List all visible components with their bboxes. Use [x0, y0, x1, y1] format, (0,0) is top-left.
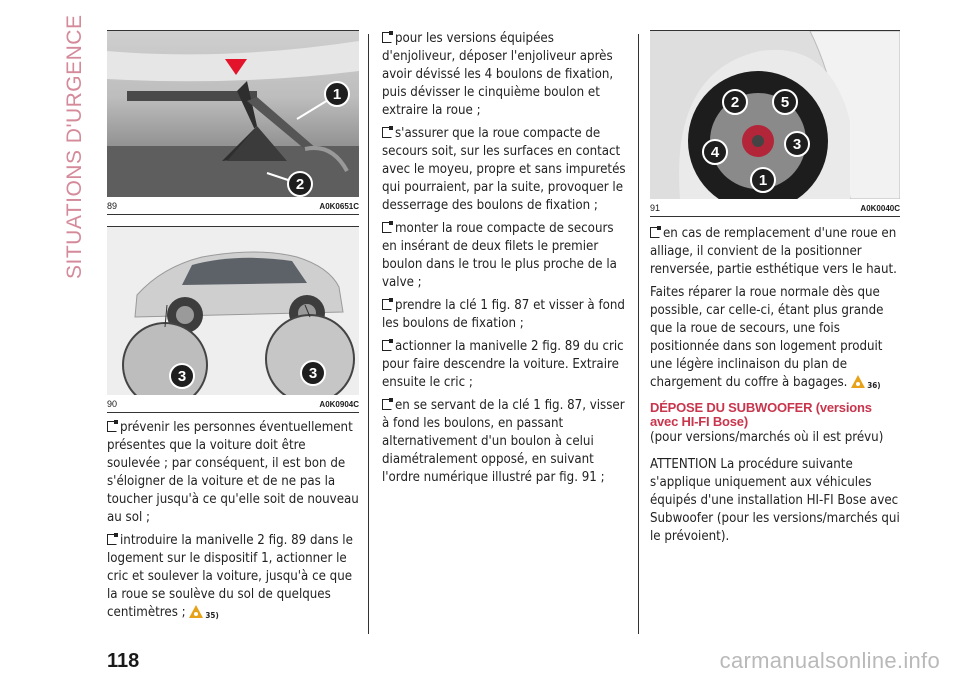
list-item: en se servant de la clé 1 fig. 87, visser à fond les boulons, en passant alternativement d'un boulon à celui diamétralement opposé, en suivant l'ordre numérique illustré par fig. 91 ;: [382, 398, 625, 485]
note-reference: 36): [867, 381, 881, 390]
figure-89: [107, 30, 359, 215]
figure-90: [107, 226, 359, 413]
paragraph: ATTENTION La procédure suivante s'applique uniquement aux véhicules équipés d'une installation HI-FI Bose avec Subwoofer (pour les versions/marchés qui le prévoient).: [650, 457, 900, 544]
watermark: carmanualsonline.info: [719, 648, 940, 673]
bullet-icon: [382, 222, 392, 233]
subheading: (pour versions/marchés où il est prévu): [650, 430, 884, 445]
wheel-illustration: [650, 31, 900, 199]
figure-number: 89: [107, 201, 118, 211]
section-side-title: [54, 14, 88, 280]
callout-3-right: 3: [300, 360, 326, 386]
callout-2: 2: [722, 89, 748, 115]
bullet-icon: [382, 299, 392, 310]
bullet-icon: [382, 127, 392, 138]
column-1: [107, 30, 359, 630]
callout-3: 3: [784, 131, 810, 157]
callout-4: 4: [702, 139, 728, 165]
figure-number: 91: [650, 203, 661, 213]
section-heading: DÉPOSE DU SUBWOOFER (versions avec HI-FI Bose): [650, 400, 872, 429]
section-title-text: SITUATIONS D'URGENCE: [63, 14, 86, 279]
callout-3-left: 3: [169, 363, 195, 389]
note-reference: 35): [205, 611, 219, 620]
column-1-text: [107, 419, 359, 625]
figure-code: A0K0040C: [860, 204, 900, 213]
figure-90-image: [107, 227, 359, 395]
warning-icon: [851, 375, 865, 388]
figure-89-caption: [107, 197, 359, 215]
column-2: [382, 30, 630, 492]
figure-code: A0K0651C: [319, 202, 359, 211]
list-item: introduire la manivelle 2 fig. 89 dans le logement sur le dispositif 1, actionner le cric et soulever la voiture, jusqu'à ce que la roue se soulève du sol de quelques centimètres ; 35): [107, 533, 353, 620]
list-item: pour les versions équipées d'enjoliveur, déposer l'enjoliveur après avoir dévissé les 4 boulons de fixation, puis dévisser le cinquième boulon et extraire la roue ;: [382, 31, 614, 118]
column-3: [650, 30, 900, 551]
column-divider: [638, 34, 639, 634]
list-item: s'assurer que la roue compacte de secours soit, sur les surfaces en contact avec le moyeu, propre et sans impuretés qui pourraient, par la suite, provoquer le desserrage des boulons de fixation ;: [382, 126, 626, 213]
column-3-text: [650, 225, 900, 546]
callout-2: 2: [287, 171, 313, 197]
figure-code: A0K0904C: [319, 400, 359, 409]
paragraph: Faites réparer la roue normale dès que possible, car celle-ci, étant plus grande que la roue de secours, une fois positionnée dans son logement produit une légère inclinaison du plan de chargement du coffre à bagages. 36): [650, 285, 884, 390]
callout-1: 1: [750, 167, 776, 193]
figure-89-image: [107, 31, 359, 197]
bullet-icon: [382, 32, 392, 43]
page-number: 118: [107, 650, 140, 672]
bullet-icon: [107, 421, 117, 432]
figure-91-caption: [650, 199, 900, 217]
figure-90-caption: [107, 395, 359, 413]
bullet-icon: [107, 534, 117, 545]
list-item: monter la roue compacte de secours en insérant de deux filets le premier boulon dans le trou le plus proche de la valve ;: [382, 221, 617, 290]
list-item: actionner la manivelle 2 fig. 89 du cric pour faire descendre la voiture. Extraire ensuite le cric ;: [382, 339, 624, 390]
jack-illustration: [107, 31, 359, 197]
list-item: prendre la clé 1 fig. 87 et visser à fond les boulons de fixation ;: [382, 298, 625, 331]
column-2-text: [382, 30, 630, 487]
figure-number: 90: [107, 399, 118, 409]
bullet-icon: [650, 227, 660, 238]
callout-5: 5: [772, 89, 798, 115]
column-divider: [368, 34, 369, 634]
bullet-icon: [382, 340, 392, 351]
bullet-icon: [382, 399, 392, 410]
list-item: prévenir les personnes éventuellement présentes que la voiture doit être soulevée ; par conséquent, il est bon de s'éloigner de la voiture et de ne pas la toucher jusqu'à ce qu'elle soit de nouveau au sol ;: [107, 420, 359, 525]
callout-1: 1: [324, 81, 350, 107]
figure-91: [650, 30, 900, 217]
figure-91-image: [650, 31, 900, 199]
list-item: en cas de remplacement d'une roue en alliage, il convient de la positionner renversée, partie esthétique vers le haut.: [650, 226, 897, 277]
warning-icon: [189, 605, 203, 618]
